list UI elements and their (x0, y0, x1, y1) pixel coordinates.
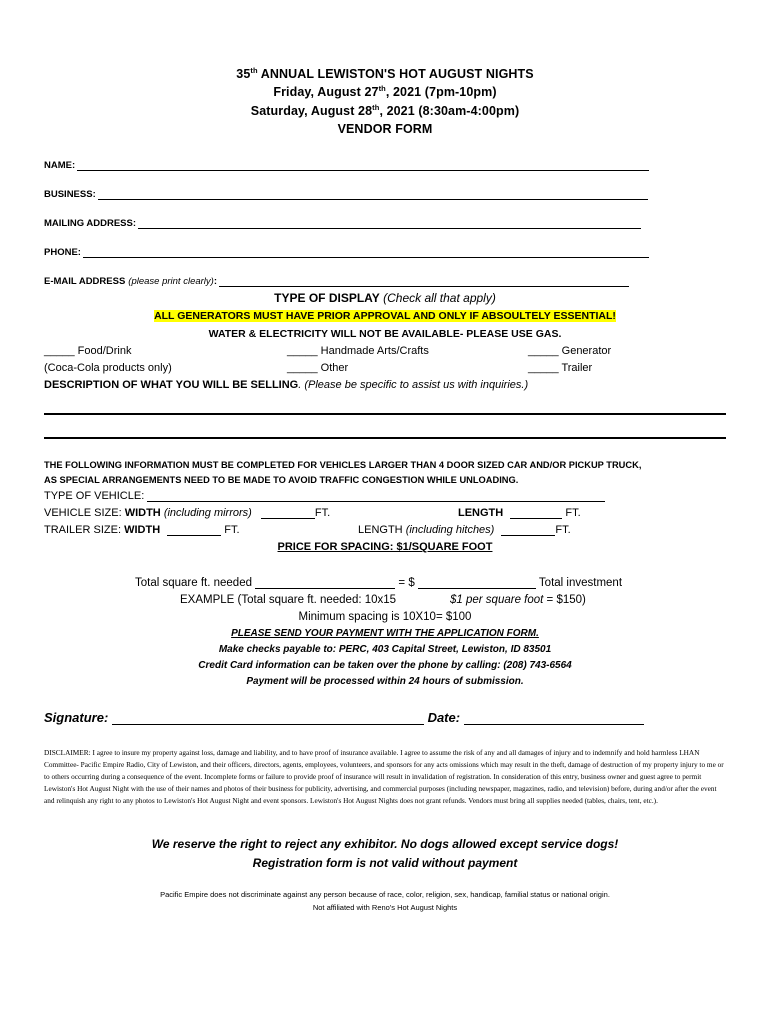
date-line[interactable] (464, 710, 644, 725)
trailer-width-line[interactable] (167, 524, 221, 536)
description-label: DESCRIPTION OF WHAT YOU WILL BE SELLING. (Please be specific to assist us with inquiries.) (44, 379, 529, 391)
business-line[interactable] (98, 189, 648, 200)
signature-line[interactable] (112, 710, 424, 725)
price-for-spacing: PRICE FOR SPACING: $1/SQUARE FOOT (277, 541, 493, 553)
email-label: E-MAIL ADDRESS (44, 276, 126, 287)
email-colon: : (213, 276, 218, 287)
disclaimer-text: DISCLAIMER: I agree to insure my property against loss, damage and liability, and to have proof of insurance available. I agree to assume the risk of any and all damages of injury and to indemnify and hold harmless LHAN Committee- Pacific Empire Radio, City of Lewiston, and their officers, directors, agents, employees, volunteers, and sponsors for any acts omissions which may result in the theft, damage of destruction of my property injury to me or to others occurring during a consequence of the event. Incomplete forms or failure to provide proof of insurance will result in invalidation of registration. In consideration of this entry, business owner and guest agree to permit Lewiston's Hot August Night with the use of their names and photos of their business for publicity, advertising, and commercial purposes (including newspaper, magazines, radio, and television) before, during and/or after the event and relinquish any right to any photos to Lewiston's Hot August Night and event sponsors. Lewiston's Hot August Nights does not grant refunds. Vendors must bring all supplies needed (tables, chairs, tent, etc.). (44, 748, 724, 805)
vehicle-type-label: TYPE OF VEHICLE: (44, 490, 145, 502)
vehicle-width-line[interactable] (261, 507, 315, 519)
option-generator[interactable]: _____ Generator (528, 345, 612, 357)
processing-notice: Payment will be processed within 24 hours of submission. (246, 676, 524, 687)
option-food-drink-note: (Coca-Cola products only) (44, 362, 172, 374)
payable-notice: Make checks payable to: PERC, 403 Capital Street, Lewiston, ID 83501 (218, 644, 552, 655)
phone-label: PHONE: (44, 247, 81, 258)
date-label: Date (427, 710, 456, 725)
vehicle-size-row: VEHICLE SIZE: WIDTH (including mirrors) FT. (44, 507, 331, 519)
business-field[interactable] (44, 189, 648, 200)
mailing-address-line[interactable] (138, 218, 641, 229)
credit-card-notice: Credit Card information can be taken over the phone by calling: (208) 743-6564 (198, 660, 572, 671)
description-line-1[interactable] (44, 413, 726, 415)
trailer-length-row: LENGTH (including hitches) FT. (358, 524, 571, 536)
type-of-display-heading: TYPE OF DISPLAY (Check all that apply) (274, 291, 496, 305)
reserve-right-notice: We reserve the right to reject any exhibitor. No dogs allowed except service dogs! (151, 837, 619, 851)
option-handmade[interactable]: _____ Handmade Arts/Crafts (287, 345, 429, 357)
vehicle-type-line[interactable] (147, 490, 605, 502)
header-line-1: 35th ANNUAL LEWISTON'S HOT AUGUST NIGHTS (236, 66, 534, 82)
not-valid-notice: Registration form is not valid without payment (252, 856, 518, 870)
example-row: EXAMPLE (Total square ft. needed: 10x15 (180, 594, 397, 606)
total-investment-line[interactable] (418, 576, 536, 589)
total-square-ft-line[interactable] (255, 576, 395, 589)
email-field[interactable] (44, 276, 629, 287)
vehicle-length-row: LENGTH FT. (458, 507, 581, 519)
water-notice: WATER & ELECTRICITY WILL NOT BE AVAILABLE- PLEASE USE GAS. (208, 328, 562, 340)
name-field[interactable] (44, 160, 649, 171)
description-line-2[interactable] (44, 437, 726, 439)
minimum-spacing: Minimum spacing is 10X10= $100 (298, 611, 472, 623)
header-line-2: Friday, August 27th, 2021 (7pm-10pm) (273, 84, 497, 100)
payment-send-notice: PLEASE SEND YOUR PAYMENT WITH THE APPLICATION FORM. (231, 628, 539, 639)
email-note: (please print clearly) (128, 276, 214, 287)
phone-field[interactable] (44, 247, 649, 258)
trailer-length-line[interactable] (501, 524, 555, 536)
vehicle-type-row (44, 490, 605, 502)
nondiscrimination-notice: Pacific Empire does not discriminate against any person because of race, color, religion, sex, handicap, familial status or national origin. (160, 890, 610, 899)
option-other[interactable]: _____ Other (287, 362, 349, 374)
option-food-drink[interactable]: _____ Food/Drink (44, 345, 132, 357)
name-line[interactable] (77, 160, 649, 171)
option-trailer[interactable]: _____ Trailer (528, 362, 593, 374)
vehicle-length-line[interactable] (510, 507, 562, 519)
vehicle-notice-1: THE FOLLOWING INFORMATION MUST BE COMPLETED FOR VEHICLES LARGER THAN 4 DOOR SIZED CAR AND/OR PICKUP TRUCK, (44, 460, 642, 470)
name-label: NAME: (44, 160, 76, 171)
mailing-address-label: MAILING ADDRESS: (44, 218, 137, 229)
vehicle-notice-2: AS SPECIAL ARRANGEMENTS NEED TO BE MADE TO AVOID TRAFFIC CONGESTION WHILE UNLOADING. (44, 475, 519, 485)
trailer-size-row: TRAILER SIZE: WIDTH FT. (44, 524, 240, 536)
example-rate: $1 per square foot = $150) (450, 594, 586, 606)
phone-line[interactable] (83, 247, 649, 258)
affiliation-notice: Not affiliated with Reno's Hot August Nights (312, 903, 458, 912)
generator-notice: ALL GENERATORS MUST HAVE PRIOR APPROVAL AND ONLY IF ABSOULTELY ESSENTIAL! (154, 310, 616, 322)
total-square-ft-row: Total square ft. needed = $ Total investment (135, 577, 623, 589)
header-line-3: Saturday, August 28th, 2021 (8:30am-4:00pm) (250, 103, 520, 119)
business-label: BUSINESS: (44, 189, 96, 200)
mailing-address-field[interactable] (44, 218, 641, 229)
signature-row: Signature: Date: (44, 710, 644, 725)
header-vendor-form: VENDOR FORM (337, 122, 433, 136)
signature-label: Signature (44, 710, 104, 725)
email-line[interactable] (219, 276, 629, 287)
